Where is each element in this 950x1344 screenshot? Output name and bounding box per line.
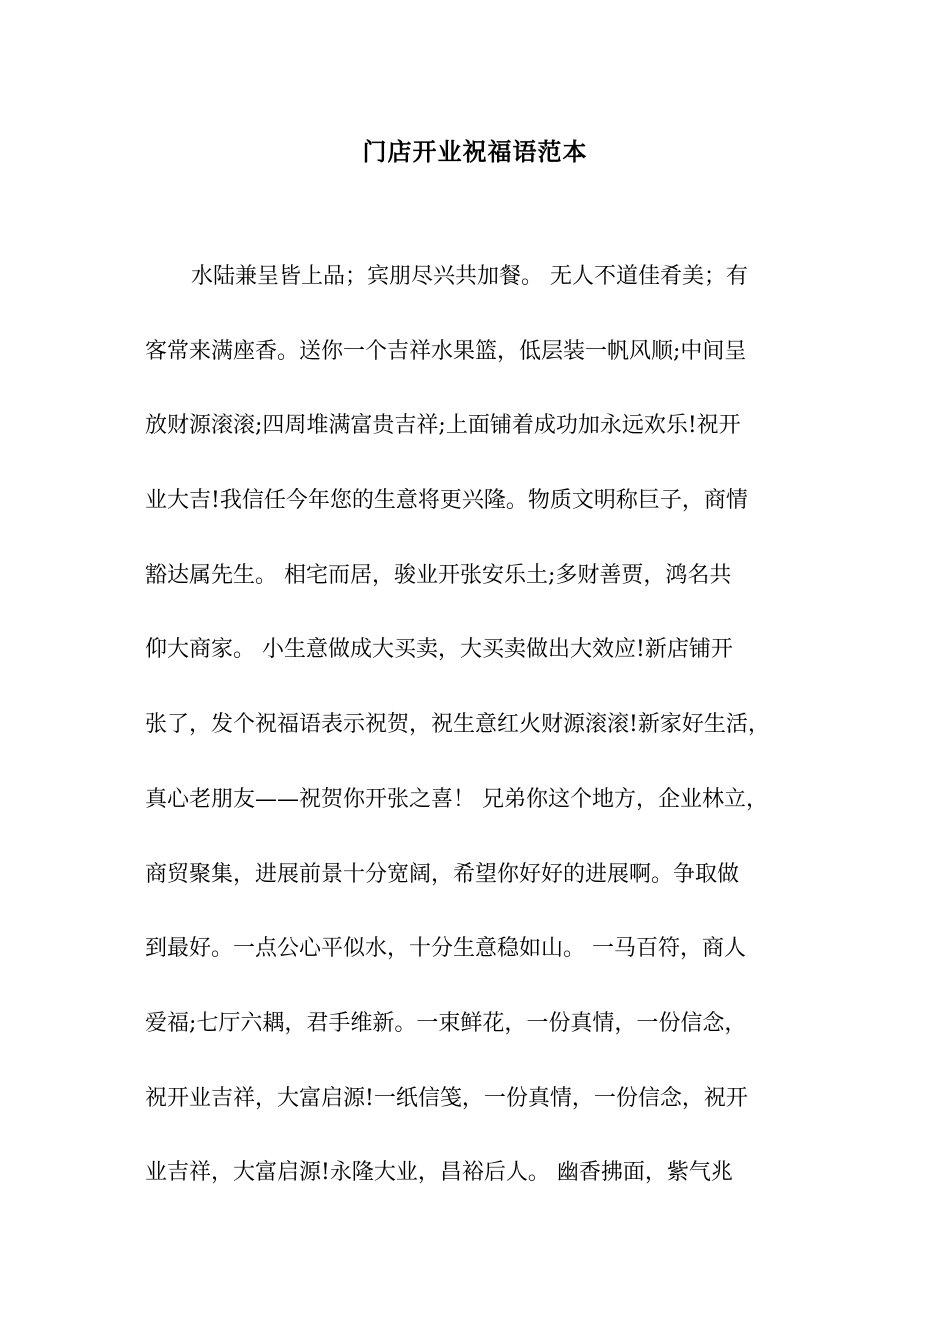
text-line: 爱福;七厅六耦，君手维新。一束鲜花，一份真情，一份信念， bbox=[145, 1010, 747, 1036]
text-line: 豁达属先生。 相宅而居，骏业开张安乐土;多财善贾，鸿名共 bbox=[145, 562, 732, 588]
text-line: 放财源滚滚;四周堆满富贵吉祥;上面铺着成功加永远欢乐!祝开 bbox=[145, 413, 741, 439]
text-line: 到最好。一点公心平似水，十分生意稳如山。 一马百符，商人 bbox=[145, 936, 746, 962]
text-line: 业吉祥，大富启源!永隆大业，昌裕后人。 幽香拂面，紫气兆 bbox=[145, 1160, 733, 1186]
body-text bbox=[145, 255, 825, 1226]
text-line: 业大吉!我信任今年您的生意将更兴隆。物质文明称巨子，商情 bbox=[145, 488, 748, 514]
text-line: 水陆兼呈皆上品；宾朋尽兴共加餐。 无人不道佳肴美；有 bbox=[191, 264, 748, 289]
text-line: 张了，发个祝福语表示祝贺，祝生意红火财源滚滚!新家好生活， bbox=[145, 712, 770, 738]
text-line: 商贸聚集，进展前景十分宽阔，希望你好好的进展啊。争取做 bbox=[145, 861, 740, 887]
text-line: 客常来满座香。送你一个吉祥水果篮，低层装一帆风顺;中间呈 bbox=[145, 338, 747, 364]
text-line: 真心老朋友——祝贺你开张之喜！ 兄弟你这个地方，企业林立， bbox=[145, 786, 768, 812]
text-line: 仰大商家。 小生意做成大买卖，大买卖做出大效应!新店铺开 bbox=[145, 637, 733, 663]
page-title: 门店开业祝福语范本 bbox=[362, 137, 588, 166]
text-line: 祝开业吉祥，大富启源!一纸信笺，一份真情，一份信念，祝开 bbox=[145, 1085, 748, 1111]
